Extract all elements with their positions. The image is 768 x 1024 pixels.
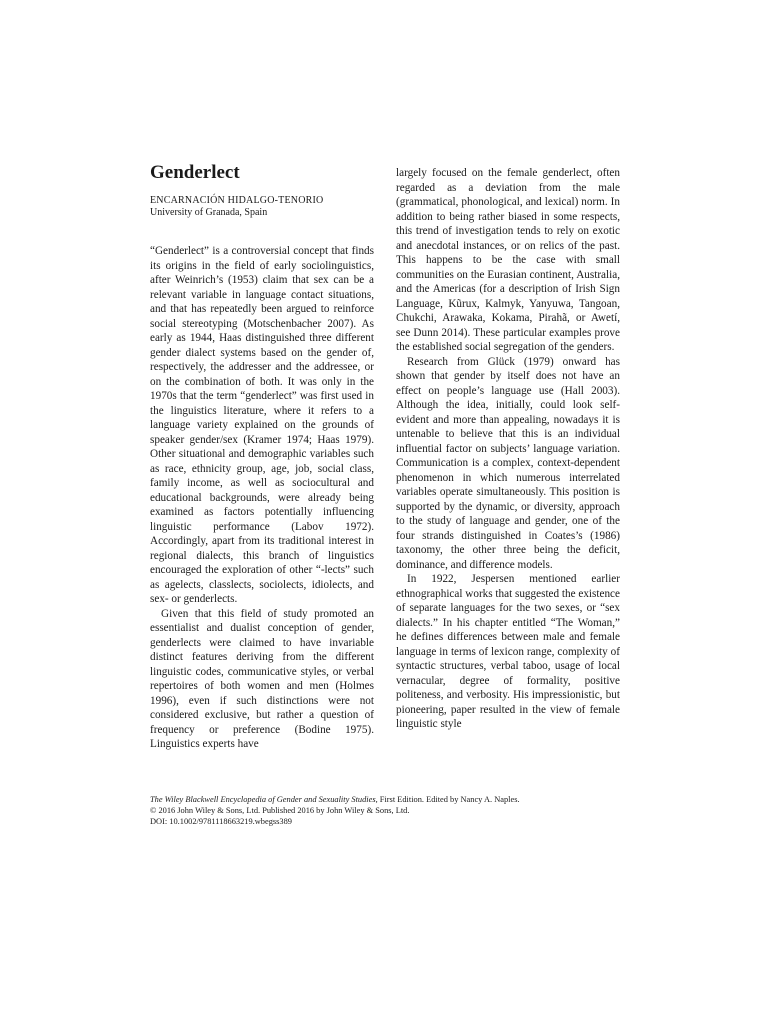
copyright-line: © 2016 John Wiley & Sons, Ltd. Published 2016 by John Wiley & Sons, Ltd. bbox=[150, 806, 410, 815]
doi-line: DOI: 10.1002/9781118663219.wbegss389 bbox=[150, 817, 292, 826]
author-affiliation: University of Granada, Spain bbox=[150, 207, 268, 218]
citation-line bbox=[150, 794, 620, 805]
paragraph: “Genderlect” is a controversial concept that finds its origins in the field of early sociolinguistics, after Weinrich’s (1953) claim that sex can be a relevant variable in language contact situations, and that has repeatedly been argued to reinforce social stereotyping (Motschenbacher 2007). As early as 1944, Haas distinguished three different gender dialect systems based on the gender of, respectively, the addresser and the addressee, or on the combination of both. It was only in the 1970s that the term “genderlect” was first used in the linguistics literature, where it refers to a language variety explained on the grounds of speaker gender/sex (Kramer 1974; Haas 1979). Other situational and demographic variables such as race, ethnicity group, age, job, social class, family income, as well as sociocultural and educational backgrounds, were already being examined as factors potentially influencing linguistic performance (Labov 1972). Accordingly, apart from its traditional interest in regional dialects, this branch of linguistics encouraged the exploration of other “-lects” such as agelects, classlects, sociolects, idiolects, and sex- or genderlects. bbox=[150, 245, 374, 605]
edition-note: , First Edition. Edited by Nancy A. Naples. bbox=[375, 795, 520, 804]
left-column bbox=[150, 244, 374, 752]
paragraph: Given that this field of study promoted an essentialist and dualist conception of gender, genderlects were claimed to have invariable distinct features deriving from the different linguistic codes, communicative styles, or verbal repertoires of both women and men (Holmes 1996), even if such distinctions were not considered exclusive, but rather a question of frequency or preference (Bodine 1975). Linguistics experts have bbox=[150, 607, 374, 750]
paragraph: largely focused on the female genderlect, often regarded as a deviation from the male (grammatical, phonological, and lexical) norm. In addition to being rather biased in some respects, this trend of investigation tends to rely on exotic and anecdotal instances, or on relics of the past. This happens to be the case with small communities on the Eurasian continent, Australia, and the Americas (for a description of Irish Sign Language, Kũrux, Kalmyk, Yanyuwa, Tangoan, Chukchi, Arawaka, Kokama, Pirahã, or Awetí, see Dunn 2014). These particular examples prove the established social segregation of the genders. bbox=[396, 167, 620, 353]
article-title: Genderlect bbox=[150, 162, 240, 183]
paragraph: Research from Glück (1979) onward has shown that gender by itself does not have an effect on people’s language use (Hall 2003). Although the idea, initially, could look self-evident and more than appealing, nowadays it is untenable to believe that this is an individual influential factor on subjects’ language variation. Communication is a complex, context-dependent phenomenon in which numerous interrelated variables operate simultaneously. This position is supported by the dynamic, or diversity, approach to the study of language and gender, one of the four strands distinguished in Coates’s (1986) taxonomy, the other three being the deficit, dominance, and difference models. bbox=[396, 355, 620, 571]
right-column bbox=[396, 166, 620, 732]
paragraph: In 1922, Jespersen mentioned earlier ethnographical works that suggested the existence of separate languages for the two sexes, or “sex dialects.” In his chapter entitled “The Woman,” he defines differences between male and female language in terms of lexicon range, complexity of syntactic structures, verbal taboo, usage of local vernacular, degree of formality, positive politeness, and verbosity. His impressionistic, but pioneering, paper resulted in the view of female linguistic style bbox=[396, 573, 620, 730]
citation-footer bbox=[150, 794, 620, 827]
author-name: ENCARNACIÓN HIDALGO-TENORIO bbox=[150, 195, 324, 206]
encyclopedia-title: The Wiley Blackwell Encyclopedia of Gender and Sexuality Studies bbox=[150, 795, 376, 804]
